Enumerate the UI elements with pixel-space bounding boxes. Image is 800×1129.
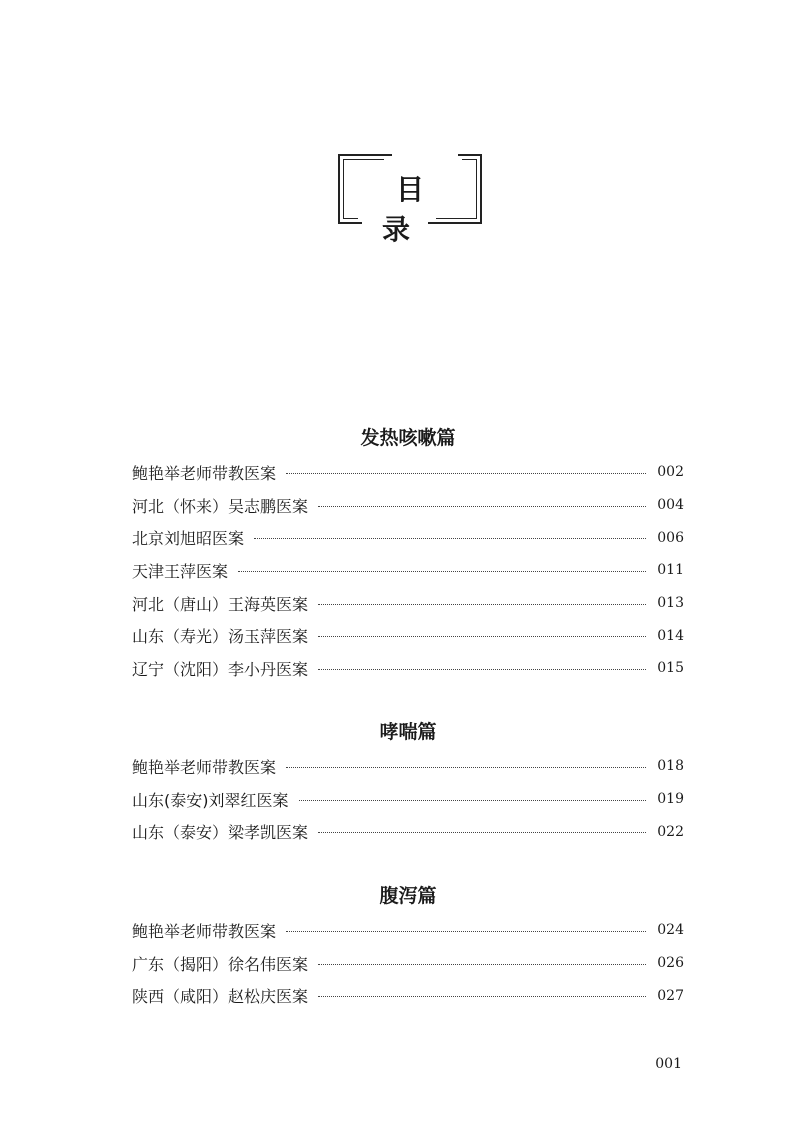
toc-entry-label: 北京刘旭昭医案 xyxy=(132,529,245,549)
toc-entry-label: 山东(泰安)刘翠红医案 xyxy=(132,790,289,810)
toc-entry-label: 河北（怀来）吴志鹏医案 xyxy=(132,496,309,516)
toc-entry-page: 027 xyxy=(657,987,684,1004)
toc-entry-label: 陕西（咸阳）赵松庆医案 xyxy=(132,987,309,1007)
section-heading: 哮喘篇 xyxy=(379,721,437,743)
toc-entry-page: 026 xyxy=(657,955,684,972)
dot-leader xyxy=(318,996,646,997)
dot-leader xyxy=(318,669,646,670)
toc-entry-page: 015 xyxy=(657,660,684,677)
toc-entry-label: 鲍艳举老师带教医案 xyxy=(132,463,277,483)
dot-leader xyxy=(318,506,646,507)
toc-entry-page: 011 xyxy=(657,562,684,579)
toc-entry[interactable] xyxy=(132,456,684,489)
toc-entry-page: 006 xyxy=(657,529,684,546)
dot-leader xyxy=(238,571,646,572)
toc-entry-label: 鲍艳举老师带教医案 xyxy=(132,921,277,941)
toc-entry-label: 广东（揭阳）徐名伟医案 xyxy=(132,954,309,974)
dot-leader xyxy=(254,538,646,539)
dot-leader xyxy=(318,604,646,605)
section-heading: 发热咳嗽篇 xyxy=(360,427,456,449)
toc-section xyxy=(132,882,684,1012)
toc-entry[interactable] xyxy=(132,750,684,783)
toc-entry-page: 022 xyxy=(657,823,684,840)
dot-leader xyxy=(318,832,646,833)
page-number: 001 xyxy=(655,1056,682,1072)
toc-entry-label: 鲍艳举老师带教医案 xyxy=(132,757,277,777)
toc-entry-label: 山东（泰安）梁孝凯医案 xyxy=(132,823,309,843)
toc-entry-label: 河北（唐山）王海英医案 xyxy=(132,594,309,614)
toc-entry-page: 002 xyxy=(657,464,684,481)
toc-entry[interactable] xyxy=(132,652,684,685)
dot-leader xyxy=(299,800,647,801)
page-title: 目 录 xyxy=(381,173,452,246)
toc-entry[interactable] xyxy=(132,554,684,587)
toc-entry[interactable] xyxy=(132,914,684,947)
dot-leader xyxy=(318,964,646,965)
toc-entry[interactable] xyxy=(132,489,684,522)
toc-entry-page: 004 xyxy=(657,497,684,514)
toc-entry-label: 山东（寿光）汤玉萍医案 xyxy=(132,627,309,647)
toc-entry[interactable] xyxy=(132,947,684,980)
toc-entry[interactable] xyxy=(132,521,684,554)
toc-entry-label: 辽宁（沈阳）李小丹医案 xyxy=(132,659,309,679)
section-heading: 腹泻篇 xyxy=(379,885,437,907)
toc-entry[interactable] xyxy=(132,587,684,620)
toc-entry-label: 天津王萍医案 xyxy=(132,561,229,581)
toc-title-frame xyxy=(338,154,482,246)
toc-entry[interactable] xyxy=(132,815,684,848)
toc-entry[interactable] xyxy=(132,979,684,1012)
toc-entry-page: 018 xyxy=(657,758,684,775)
toc-entry-page: 019 xyxy=(657,791,684,808)
dot-leader xyxy=(286,473,646,474)
toc-entry[interactable] xyxy=(132,619,684,652)
toc-entry[interactable] xyxy=(132,783,684,816)
dot-leader xyxy=(318,636,646,637)
toc-section xyxy=(132,718,684,848)
toc-entry-page: 013 xyxy=(657,595,684,612)
dot-leader xyxy=(286,767,646,768)
toc-section xyxy=(132,424,684,685)
dot-leader xyxy=(286,931,646,932)
toc-entry-page: 014 xyxy=(657,627,684,644)
toc-entry-page: 024 xyxy=(657,922,684,939)
